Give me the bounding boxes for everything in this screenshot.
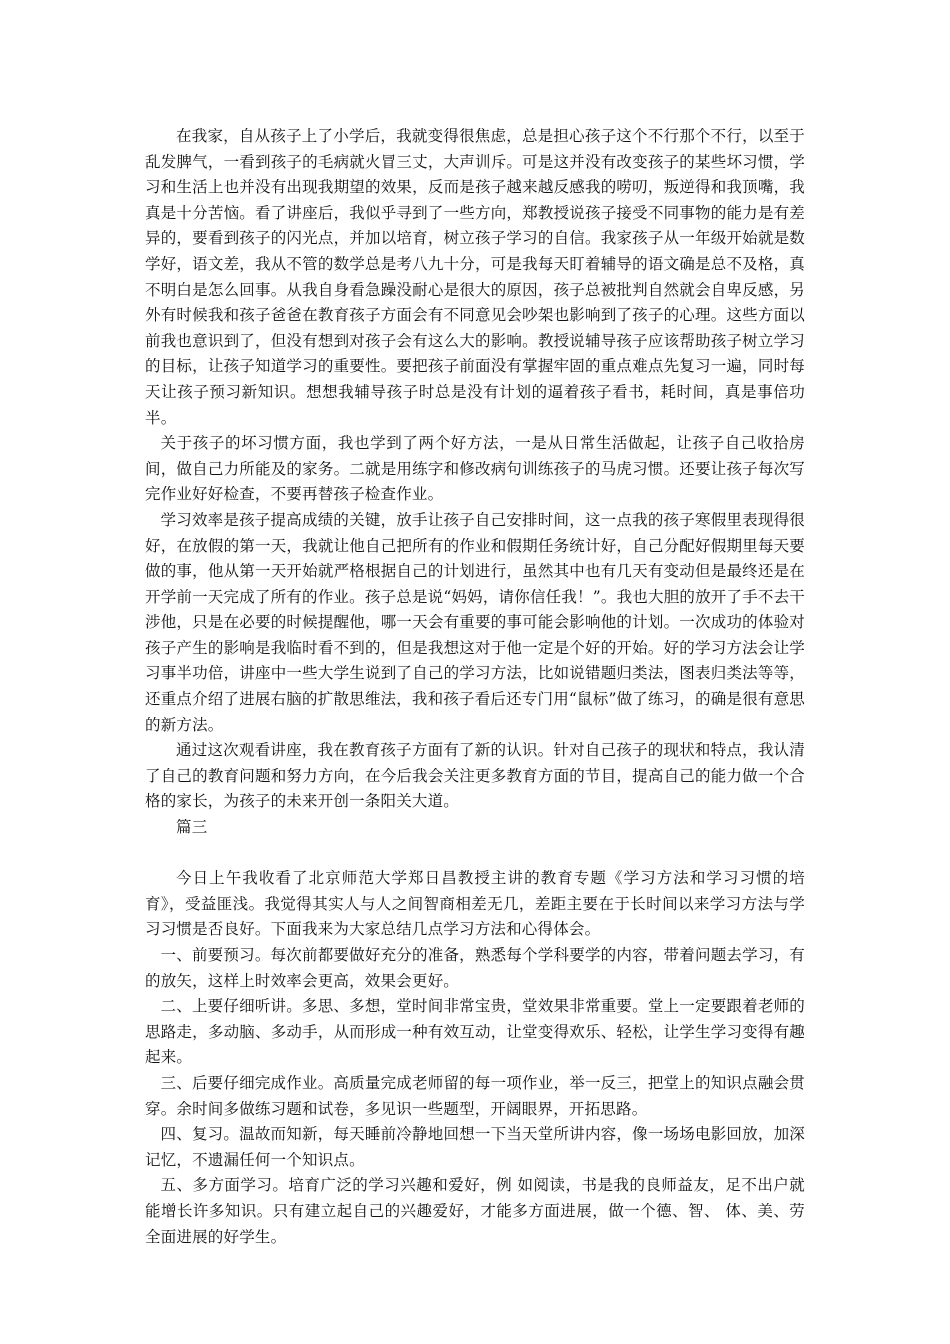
point-4: 四、复习。温故而知新，每天睡前冷静地回想一下当天堂所讲内容，像一场场电影回放，加深记忆，不遗漏任何一个知识点。	[145, 1125, 805, 1169]
paragraph-3: 学习效率是孩子提高成绩的关键，放手让孩子自己安排时间，这一点我的孩子寒假里表现得很好，在放假的第一天，我就让他自己把所有的作业和假期任务统计好，自己分配好假期里每天要做的事，他从第一天开始就严格根据自己的计划进行，虽然其中也有几天有变动但是最终还是在开学前一天完成了所有的作业。孩子总是说“妈妈，请你信任我！”。我也大胆的放开了手不去干涉他，只是在必要的时候提醒他，哪一天会有重要的事可能会影响他的计划。一次成功的体验对孩子产生的影响是我临时看不到的，但是我想这对于他一定是个好的开始。好的学习方法会让学习事半功倍，讲座中一些大学生说到了自己的学习方法，比如说错题归类法，图表归类法等等，还重点介绍了进展右脑的扩散思维法，我和孩子看后还专门用“鼠标”做了练习，的确是很有意思的新方法。	[145, 510, 805, 734]
point-2: 二、上要仔细听讲。多思、多想，堂时间非常宝贵，堂效果非常重要。堂上一定要跟着老师的思路走，多动脑、多动手，从而形成一种有效互动，让堂变得欢乐、轻松，让学生学习变得有趣起来。	[145, 997, 805, 1067]
point-1: 一、前要预习。每次前都要做好充分的准备，熟悉每个学科要学的内容，带着问题去学习，有的放矢，这样上时效率会更高，效果会更好。	[145, 946, 805, 990]
paragraph-4: 通过这次观看讲座，我在教育孩子方面有了新的认识。针对自己孩子的现状和特点，我认清了自己的教育问题和努力方向，在今后我会关注更多教育方面的节目，提高自己的能力做一个合格的家长，为孩子的未来开创一条阳关大道。	[145, 741, 805, 811]
point-3: 三、后要仔细完成作业。高质量完成老师留的每一项作业，举一反三，把堂上的知识点融会贯穿。余时间多做练习题和试卷，多见识一些题型，开阔眼界，开拓思路。	[145, 1073, 805, 1118]
paragraph-2: 关于孩子的坏习惯方面，我也学到了两个好方法，一是从日常生活做起，让孩子自己收拾房间，做自己力所能及的家务。二就是用练字和修改病句训练孩子的马虎习惯。还要让孩子每次写完作业好好检查，不要再替孩子检查作业。	[145, 434, 805, 504]
intro-paragraph: 今日上午我收看了北京师范大学郑日昌教授主讲的教育专题《学习方法和学习习惯的培育》，受益匪浅。我觉得其实人与人之间智商相差无几，差距主要在于长时间以来学习方法与学习习惯是否良好。下面我来为大家总结几点学习方法和心得体会。	[145, 869, 805, 939]
section-heading: 篇三	[176, 818, 208, 837]
blank-line	[145, 841, 805, 867]
paragraph-1: 在我家，自从孩子上了小学后，我就变得很焦虑，总是担心孩子这个不行那个不行，以至于乱发脾气，一看到孩子的毛病就火冒三丈，大声训斥。可是这并没有改变孩子的某些坏习惯，学习和生活上也并没有出现我期望的效果，反而是孩子越来越反感我的唠叨，叛逆得和我顶嘴，我真是十分苦恼。看了讲座后，我似乎寻到了一些方向，郑教授说孩子接受不同事物的能力是有差异的，要看到孩子的闪光点，并加以培育，树立孩子学习的自信。我家孩子从一年级开始就是数学好，语文差，我从不管的数学总是考八九十分，可是我每天盯着辅导的语文确是总不及格，真不明白是怎么回事。从我自身看急躁没耐心是很大的原因，孩子总被批判自然就会自卑反感，另外有时候我和孩子爸爸在教育孩子方面会有不同意见会吵架也影响到了孩子的心理。这些方面以前我也意识到了，但没有想到对孩子会有这么大的影响。教授说辅导孩子应该帮助孩子树立学习的目标，让孩子知道学习的重要性。要把孩子前面没有掌握牢固的重点难点先复习一遍，同时每天让孩子预习新知识。想想我辅导孩子时总是没有计划的逼着孩子看书，耗时间，真是事倍功半。	[145, 127, 805, 427]
document-page	[145, 124, 805, 1250]
point-5: 五、多方面学习。培育广泛的学习兴趣和爱好，例 如阅读，书是我的良师益友，足不出户就能增长许多知识。只有建立起自己的兴趣爱好，才能多方面进展，做一个德、智、 体、美、劳全面进展的好学生。	[145, 1176, 805, 1246]
